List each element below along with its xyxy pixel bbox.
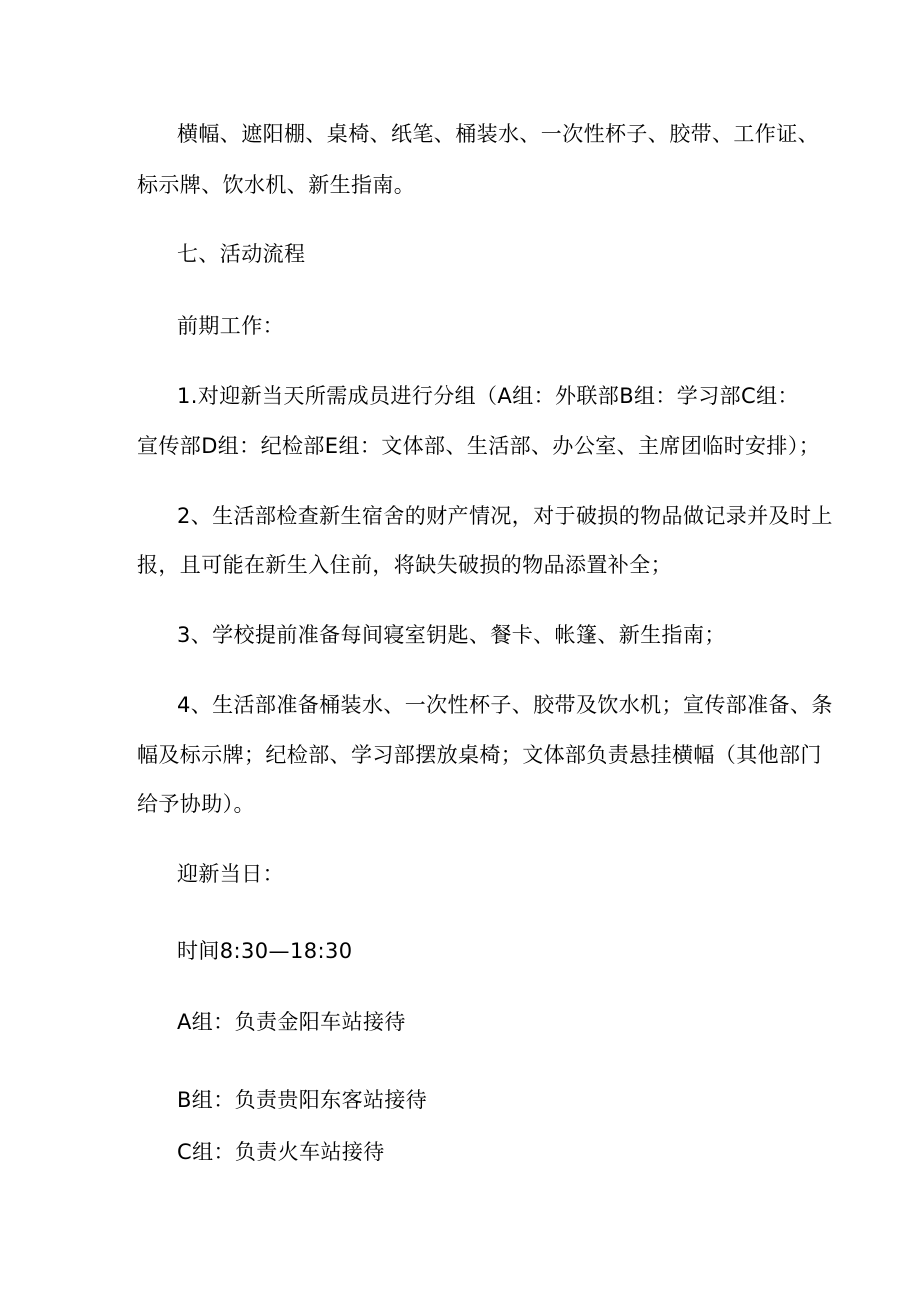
group-c-assignment: C组：负责火车站接待 bbox=[177, 1140, 385, 1164]
list-item-3: 3、学校提前准备每间寝室钥匙、餐卡、帐篷、新生指南； bbox=[177, 623, 726, 647]
list-item-4-cont2: 给予协助）。 bbox=[137, 792, 255, 816]
list-item-4-cont: 幅及标示牌；纪检部、学习部摆放桌椅；文体部负责悬挂横幅（其他部门 bbox=[137, 743, 822, 767]
group-a-assignment: A组：负责金阳车站接待 bbox=[177, 1010, 406, 1034]
subheading-preparation: 前期工作： bbox=[177, 314, 284, 338]
text-line-supplies-cont: 标示牌、饮水机、新生指南。 bbox=[137, 173, 416, 197]
list-item-1-cont: 宣传部D组：纪检部E组：文体部、生活部、办公室、主席团临时安排）； bbox=[137, 434, 821, 458]
group-b-assignment: B组：负责贵阳东客站接待 bbox=[177, 1088, 428, 1112]
list-item-4: 4、生活部准备桶装水、一次性杯子、胶带及饮水机；宣传部准备、条 bbox=[177, 693, 833, 717]
list-item-2: 2、生活部检查新生宿舍的财产情况，对于破损的物品做记录并及时上 bbox=[177, 504, 833, 528]
subheading-welcome-day: 迎新当日： bbox=[177, 862, 284, 886]
schedule-time: 时间8:30—18:30 bbox=[177, 939, 353, 963]
list-item-2-cont: 报，且可能在新生入住前，将缺失破损的物品添置补全； bbox=[137, 553, 672, 577]
section-heading-activity-process: 七、活动流程 bbox=[177, 242, 306, 266]
text-line-supplies: 横幅、遮阳棚、桌椅、纸笔、桶装水、一次性杯子、胶带、工作证、 bbox=[177, 122, 819, 146]
list-item-1: 1.对迎新当天所需成员进行分组（A组：外联部B组：学习部C组： bbox=[177, 384, 799, 408]
